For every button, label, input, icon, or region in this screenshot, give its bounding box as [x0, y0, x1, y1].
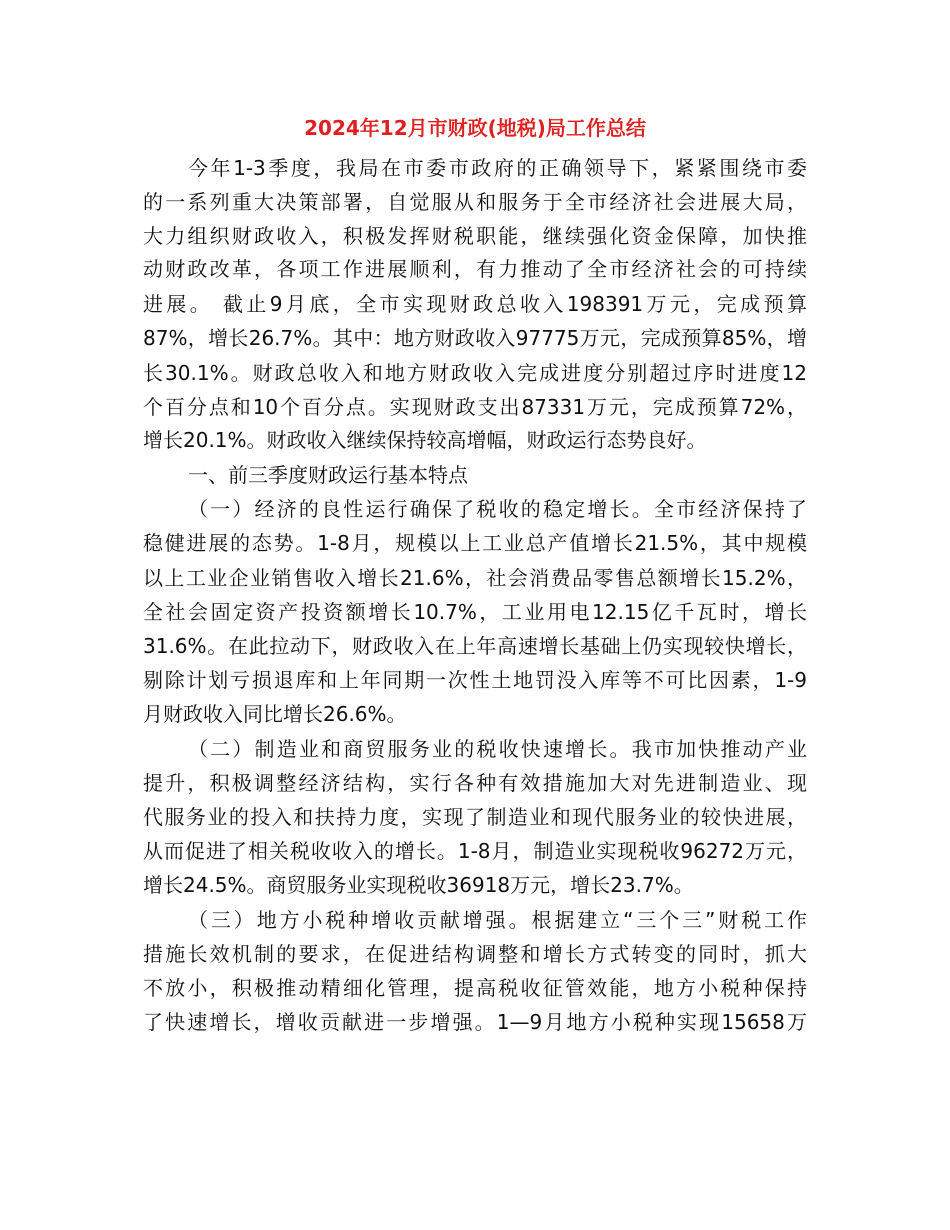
paragraph-line: 月财政收入同比增长26.6%。	[143, 702, 407, 726]
paragraph-line: （三）地方小税种增收贡献增强。根据建立“三个三”财税工作	[188, 908, 807, 932]
paragraph-line: 增长20.1%。财政收入继续保持较高增幅，财政运行态势良好。	[143, 428, 707, 452]
paragraph-line: 进展。 截止9月底，全市实现财政总收入198391万元，完成预算	[143, 292, 807, 316]
paragraph-line: 从而促进了相关税收收入的增长。1-8月，制造业实现税收96272万元，	[143, 839, 807, 863]
paragraph-line: 提升，积极调整经济结构，实行各种有效措施加大对先进制造业、现	[143, 771, 807, 795]
paragraph-line: 了快速增长，增收贡献进一步增强。1—9月地方小税种实现15658万	[143, 1010, 807, 1034]
paragraph-line: （二）制造业和商贸服务业的税收快速增长。我市加快推动产业	[188, 737, 807, 761]
paragraph-line: （一）经济的良性运行确保了税收的稳定增长。全市经济保持了	[188, 497, 807, 521]
paragraph-line: 动财政改革，各项工作进展顺利，有力推动了全市经济社会的可持续	[143, 257, 807, 281]
paragraph-line: 稳健进展的态势。1-8月，规模以上工业总产值增长21.5%，其中规模	[143, 531, 807, 555]
paragraph-line: 的一系列重大决策部署，自觉服从和服务于全市经济社会进展大局，	[143, 190, 807, 214]
paragraph-line: 31.6%。在此拉动下，财政收入在上年高速增长基础上仍实现较快增长，	[143, 634, 807, 658]
paragraph-line: 大力组织财政收入，积极发挥财税职能，继续强化资金保障，加快推	[143, 224, 807, 248]
paragraph-line: 87%，增长26.7%。其中：地方财政收入97775万元，完成预算85%，增	[143, 326, 807, 350]
paragraph-line: 增长24.5%。商贸服务业实现税收36918万元，增长23.7%。	[143, 873, 694, 897]
document-title: 2024年12月市财政(地税)局工作总结	[304, 116, 646, 140]
paragraph-line: 长30.1%。财政总收入和地方财政收入完成进度分别超过序时进度12	[143, 361, 807, 385]
paragraph-line: 个百分点和10个百分点。实现财政支出87331万元，完成预算72%，	[143, 395, 807, 419]
paragraph-line: 全社会固定资产投资额增长10.7%，工业用电12.15亿千瓦时，增长	[143, 600, 807, 624]
paragraph-line: 以上工业企业销售收入增长21.6%，社会消费品零售总额增长15.2%，	[143, 566, 807, 590]
paragraph-line: 今年1-3季度，我局在市委市政府的正确领导下，紧紧围绕市委	[188, 156, 807, 180]
paragraph-line: 一、前三季度财政运行基本特点	[188, 463, 468, 487]
paragraph-line: 措施长效机制的要求，在促进结构调整和增长方式转变的同时，抓大	[143, 942, 807, 966]
paragraph-line: 不放小，积极推动精细化管理，提高税收征管效能，地方小税种保持	[143, 976, 807, 1000]
paragraph-line: 代服务业的投入和扶持力度，实现了制造业和现代服务业的较快进展，	[143, 805, 807, 829]
paragraph-line: 剔除计划亏损退库和上年同期一次性土地罚没入库等不可比因素，1-9	[143, 668, 807, 692]
